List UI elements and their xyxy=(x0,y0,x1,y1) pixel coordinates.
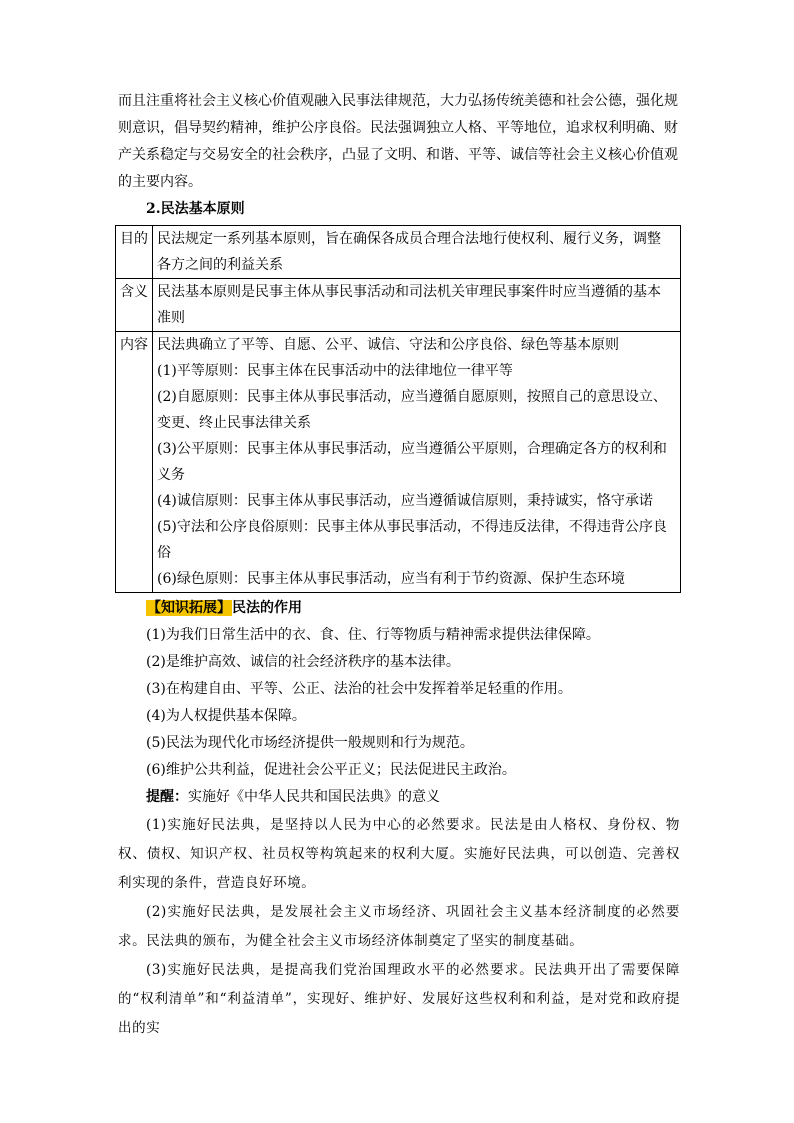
tip-body xyxy=(118,811,680,1043)
table-row xyxy=(116,226,681,279)
row-content xyxy=(153,226,681,279)
intro-paragraph xyxy=(118,88,680,196)
list-item: (1)为我们日常生活中的衣、食、住、行等物质与精神需求提供法律保障。 xyxy=(146,627,600,643)
extension-list xyxy=(118,622,680,784)
cell-line: 民法规定一系列基本原则，旨在确保各成员合理合法地行使权利、履行义务，调整 xyxy=(157,231,661,247)
cell-line: 民法基本原则是民事主体从事民事活动和司法机关审理民事案件时应当遵循的基本 xyxy=(157,284,661,300)
cell-line: 各方之间的利益关系 xyxy=(157,257,283,273)
cell-line: 准则 xyxy=(157,310,185,326)
extension-title: 民法的作用 xyxy=(232,600,302,616)
list-item: (4)为人权提供基本保障。 xyxy=(146,708,306,724)
row-content xyxy=(153,332,681,593)
intro-line: 产关系稳定与交易安全的社会秩序，凸显了文明、和谐、平等、诚信等社会主义核心价值观 xyxy=(118,147,678,163)
intro-line: 则意识，倡导契约精神，维护公序良俗。民法强调独立人格、平等地位，追求权利明确、财 xyxy=(118,120,678,136)
row-content xyxy=(153,279,681,332)
cell-line: 义务 xyxy=(157,467,185,483)
cell-line: (5)守法和公序良俗原则：民事主体从事民事活动，不得违反法律，不得违背公序良 xyxy=(157,519,667,535)
list-item: (3)在构建自由、平等、公正、法治的社会中发挥着举足轻重的作用。 xyxy=(146,681,572,697)
row-label: 目的 xyxy=(116,226,153,279)
intro-line: 而且注重将社会主义核心价值观融入民事法律规范，大力弘扬传统美德和社会公德，强化规 xyxy=(118,93,678,109)
table-row xyxy=(116,332,681,593)
cell-line: (1)平等原则：民事主体在民事活动中的法律地位一律平等 xyxy=(157,363,513,379)
list-item: (5)民法为现代化市场经济提供一般规则和行为规范。 xyxy=(146,735,474,751)
row-label: 内容 xyxy=(116,332,153,593)
document-page xyxy=(118,88,680,1043)
tip-title: 实施好《中华人民共和国民法典》的意义 xyxy=(188,789,440,805)
principles-table xyxy=(115,225,681,593)
row-label: 含义 xyxy=(116,279,153,332)
knowledge-extension-badge: 【知识拓展】 xyxy=(147,600,231,616)
tip-label: 提醒： xyxy=(146,789,188,805)
tip-paragraph: (3)实施好民法典，是提高我们党治国理政水平的必然要求。民法典开出了需要保障的“权利清单”和“利益清单”，实现好、维护好、发展好这些权利和利益，是对党和政府提出的实 xyxy=(118,962,680,1036)
cell-line: 变更、终止民事法律关系 xyxy=(157,415,311,431)
cell-line: (6)绿色原则：民事主体从事民事活动，应当有利于节约资源、保护生态环境 xyxy=(157,571,625,587)
list-item: (6)维护公共利益，促进社会公平正义；民法促进民主政治。 xyxy=(146,762,516,778)
list-item: (2)是维护高效、诚信的社会经济秩序的基本法律。 xyxy=(146,654,460,670)
tip-paragraph: (1)实施好民法典，是坚持以人民为中心的必然要求。民法是由人格权、身份权、物权、债权、知识产权、社员权等构筑起来的权利大厦。实施好民法典，可以创造、完善权利实现的条件，营造良好环境。 xyxy=(118,817,680,891)
section-heading: 2.民法基本原则 xyxy=(146,201,245,217)
tip-heading xyxy=(118,784,680,811)
cell-line: (3)公平原则：民事主体从事民事活动，应当遵循公平原则，合理确定各方的权利和 xyxy=(157,441,667,457)
cell-line: (4)诚信原则：民事主体从事民事活动，应当遵循诚信原则，秉持诚实，恪守承诺 xyxy=(157,493,653,509)
intro-line: 的主要内容。 xyxy=(118,174,202,190)
table-row xyxy=(116,279,681,332)
cell-line: (2)自愿原则：民事主体从事民事活动，应当遵循自愿原则，按照自己的意思设立、 xyxy=(157,389,667,405)
cell-line: 俗 xyxy=(157,545,171,561)
cell-line: 民法典确立了平等、自愿、公平、诚信、守法和公序良俗、绿色等基本原则 xyxy=(157,337,619,353)
tip-paragraph: (2)实施好民法典，是发展社会主义市场经济、巩固社会主义基本经济制度的必然要求。民法典的颁布，为健全社会主义市场经济体制奠定了坚实的制度基础。 xyxy=(118,904,680,949)
extension-heading xyxy=(118,595,680,622)
